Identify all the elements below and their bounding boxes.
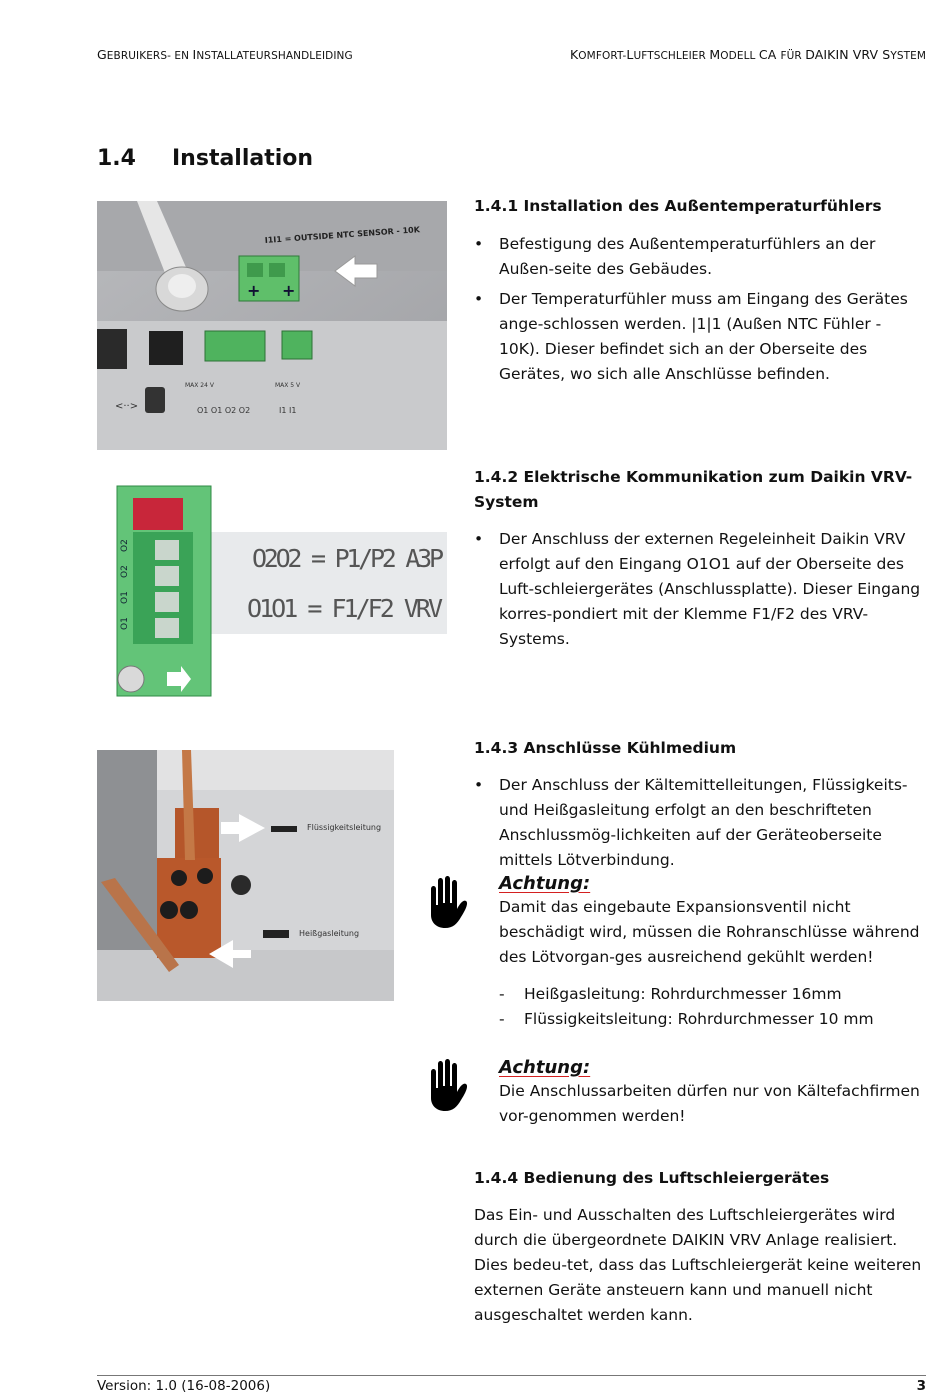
header-text: NSTALLATEURSHANDLEIDING <box>196 50 353 62</box>
header-text: L <box>626 47 634 62</box>
header-text: YSTEM <box>890 50 926 62</box>
page-number: 3 <box>916 1378 926 1394</box>
svg-text:<··>: <··> <box>115 401 139 412</box>
header-text: FÜR <box>780 50 806 62</box>
list-item-text: Der Anschluss der externen Regeleinheit Daikin VRV erfolgt auf den Eingang O1O1 auf der Oberseite des Luft-schleiergerätes (Anschlussplatte). Dieser Eingang korres-pondiert mit der Klemme F1/F2 des VRV-Systems. <box>499 530 921 648</box>
body-paragraph: Das Ein- und Ausschalten des Luftschleiergerätes wird durch die übergeordnete DAIKIN VRV Anlage realisiert. Dies bedeu-tet, dass das Luftschleiergerät keine weiteren externen Geräte ansteuern kann und manuell nicht ausgeschaltet werden kann. <box>474 1206 922 1324</box>
pin-label: O1 <box>120 617 130 630</box>
footer-version: Version: 1.0 (16-08-2006) <box>97 1378 271 1394</box>
section-number: 1.4 <box>97 146 136 171</box>
subsection-title-1-4-4: 1.4.4 Bedienung des Luftschleiergerätes <box>474 1169 830 1187</box>
terminal-label: I1 I1 <box>279 406 297 415</box>
list-item-text: Der Anschluss der Kältemittelleitungen, Flüssigkeits- und Heißgasleitung erfolgt an den beschrifteten Anschlussmög-lichkeiten auf der Geräteoberseite mittels Lötverbindung. <box>499 776 908 869</box>
footer-divider <box>97 1375 926 1376</box>
pipe-label: Heißgasleitung <box>299 929 360 938</box>
header-text: CA <box>758 47 781 62</box>
subsection-title-line: 1.4.2 Elektrische Kommunikation zum Daikin VRV- <box>474 468 913 486</box>
sensor-label-text: I1I1 = OUTSIDE NTC SENSOR - 10K <box>264 225 421 245</box>
header-text: M <box>709 47 721 62</box>
pin-label: O2 <box>120 539 130 552</box>
subsection-title-1-4-3: 1.4.3 Anschlüsse Kühlmedium <box>474 739 737 757</box>
terminal-label: MAX 5 V <box>275 382 301 389</box>
list-item-text: Flüssigkeitsleitung: Rohrdurchmesser 10 mm <box>524 1010 874 1028</box>
refrigerant-connection-photo <box>97 750 394 1001</box>
header-text: S <box>882 47 891 62</box>
subsection-title-line: System <box>474 493 539 511</box>
pin-label: O2 <box>120 565 130 578</box>
running-header-left <box>97 47 353 62</box>
refrigerant-connection-illustration <box>97 750 394 1001</box>
pipe-label: Flüssigkeitsleitung <box>307 823 382 832</box>
bullet-icon: • <box>474 290 484 308</box>
header-text: OMFORT- <box>578 50 627 62</box>
subsection-title-1-4-1: 1.4.1 Installation des Außentemperaturfühlers <box>474 197 882 215</box>
header-text: I <box>192 47 197 62</box>
header-text: K <box>569 47 579 62</box>
terminal-label: O1 O1 O2 O2 <box>197 406 251 415</box>
warning-text: Damit das eingebaute Expansionsventil nicht beschädigt wird, müssen die Rohranschlüsse während des Lötvorgan-ges ausreichend gekühlt werden! <box>499 898 920 966</box>
sensor-terminal-photo <box>97 201 447 450</box>
terminal-label: MAX 24 V <box>185 382 214 389</box>
subsection-title-1-4-2 <box>474 465 924 515</box>
header-text: EBRUIKERS- EN <box>106 50 193 62</box>
pin-label: O1 <box>120 591 130 604</box>
warning-text: Die Anschlussarbeiten dürfen nur von Kältefachfirmen vor-genommen werden! <box>499 1082 920 1125</box>
header-text: DAIKIN VRV <box>805 47 883 62</box>
warning-title: Achtung: <box>499 1057 591 1078</box>
header-text: G <box>97 47 107 62</box>
section-title: Installation <box>172 146 314 171</box>
header-text: UFTSCHLEIER <box>633 50 710 62</box>
terminal-mapping-line: O2O2 = P1/P2 A3P <box>252 544 444 573</box>
bullet-icon: • <box>474 235 484 253</box>
svg-text:+: + <box>282 281 296 300</box>
communication-terminal-photo <box>97 472 447 722</box>
running-header-right <box>570 47 926 62</box>
communication-terminal-illustration <box>97 472 447 722</box>
dash-marker: - <box>499 1010 505 1028</box>
bullet-icon: • <box>474 530 484 548</box>
sensor-terminal-illustration <box>97 201 447 450</box>
dash-marker: - <box>499 985 505 1003</box>
warning-title: Achtung: <box>499 873 591 894</box>
header-text: ODELL <box>720 50 759 62</box>
list-item-text: Befestigung des Außentemperaturfühlers an der Außen-seite des Gebäudes. <box>499 235 876 278</box>
svg-text:+: + <box>247 281 261 300</box>
terminal-mapping-line: O1O1 = F1/F2 VRV <box>247 594 443 623</box>
hand-stop-icon <box>425 1058 471 1112</box>
list-item-text: Heißgasleitung: Rohrdurchmesser 16mm <box>524 985 842 1003</box>
list-item-text: Der Temperaturfühler muss am Eingang des Gerätes ange-schlossen werden. |1|1 (Außen NTC Fühler - 10K). Dieser befindet sich an der Oberseite des Gerätes, wo sich alle Anschlüsse befinden. <box>499 290 908 383</box>
hand-stop-icon <box>425 875 471 929</box>
bullet-icon: • <box>474 776 484 794</box>
